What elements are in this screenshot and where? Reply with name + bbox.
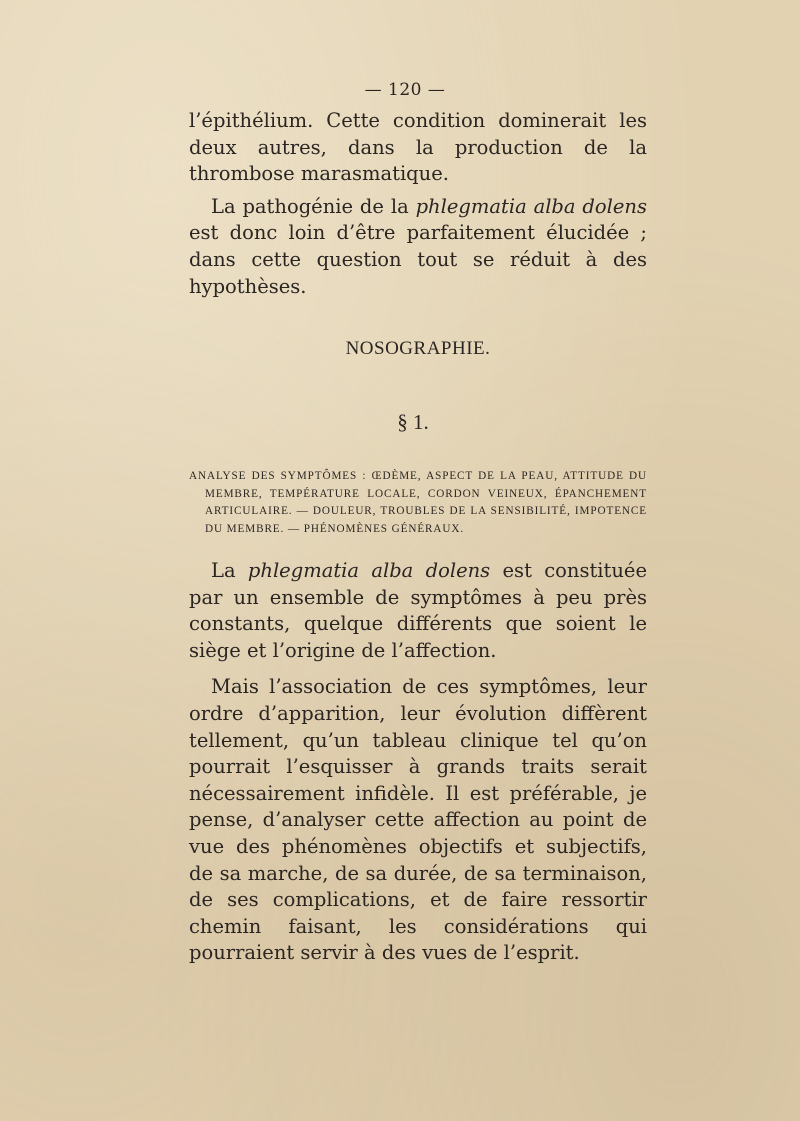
text-run: La pathogénie de la: [211, 194, 416, 218]
top-text-block: [189, 108, 647, 300]
pathogeny-paragraph: [189, 194, 647, 300]
section-number: § 1.: [397, 410, 429, 434]
method-paragraph: [189, 674, 647, 967]
summary-body: ŒDÈME, ASPECT DE LA PEAU, ATTITUDE DU MEMBRE, TEMPÉRATURE LOCALE, CORDON VEINEUX, ÉPANCHEMENT ARTICULAIRE. — DOULEUR, TROUBLES DE LA SENSIBILITÉ, IMPOTENCE DU MEMBRE. — PHÉNOMÈNES GÉNÉRAUX.: [205, 470, 647, 535]
text-run: La: [211, 559, 248, 582]
section-summary: [189, 468, 647, 538]
section-heading: NOSOGRAPHIE.: [345, 338, 491, 359]
body-text-block: [189, 558, 647, 967]
continuation-paragraph: [189, 108, 647, 188]
text-run: est donc loin d’être parfaitement élucidée ; dans cette question tout se réduit à des hypothèses.: [189, 221, 647, 298]
definition-paragraph: [189, 558, 647, 664]
text-run: est constituée par un ensemble de symptômes à peu près constants, quelque différents que soient le siège et l’origine de l’affection.: [189, 559, 647, 662]
italic-term: phlegmatia alba dolens: [247, 559, 491, 582]
text-run: Mais l’association de ces symptômes, leur ordre d’apparition, leur évolution diffèrent tellement, qu’un tableau clinique tel qu’on pourrait l’esquisser à grands traits serait nécessairement infidèle. Il est préférable, je pense, d’analyser cette affection au point de vue des phénomènes objectifs et subjectifs, de sa marche, de sa durée, de sa terminaison, de ses complications, et de faire ressortir chemin faisant, les considérations qui pourraient servir à des vues de l’esprit.: [189, 675, 647, 965]
italic-term: phlegmatia alba dolens: [415, 194, 647, 218]
page-number: — 120 —: [364, 80, 446, 100]
summary-lead: ANALYSE DES SYMPTÔMES :: [189, 470, 367, 482]
text-run: l’épithélium. Cette condition dominerait les deux autres, dans la production de la thrombose marasmatique.: [189, 109, 647, 186]
